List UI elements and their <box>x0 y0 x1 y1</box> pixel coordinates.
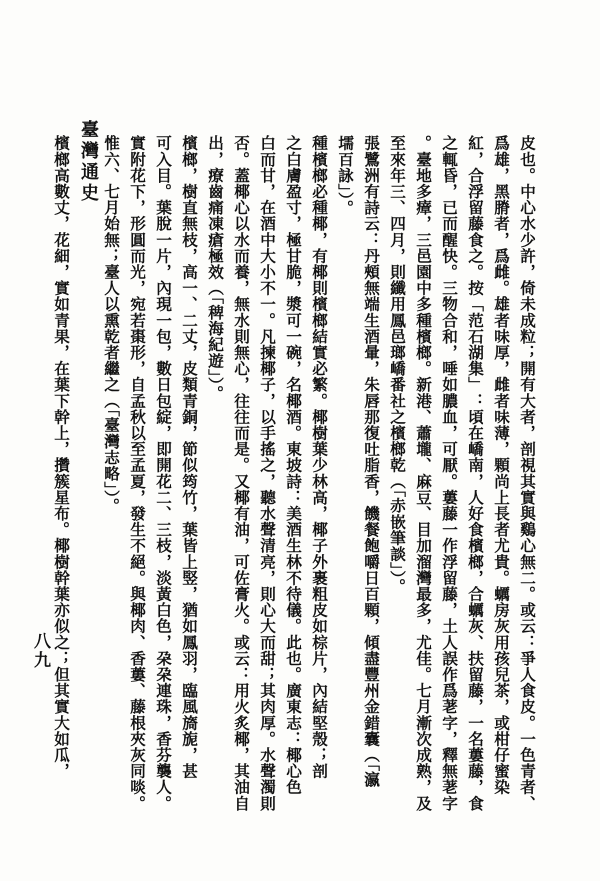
text-column-13: 出，療齒痛凍瘡極效（「稗海紀遊」）。 <box>206 135 225 402</box>
text-column-6: 至來年三、四月，則纖用鳳邑瑯嶠番社之檳榔乾（「赤嵌筆談」）。 <box>388 135 407 595</box>
text-column-3: 紅，合浮留藤食之。按「范石湖集」：頃在嶠南，人好食檳榔，合蠣灰、扶留藤，一名蔞藤，食 <box>466 135 485 812</box>
text-column-5: 。臺地多瘴，三邑園中多種檳榔。新港、蕭壠、麻豆、目加溜灣最多，尤佳。七月漸次成熟，及 <box>414 135 433 812</box>
text-column-1: 皮也。中心水少許，倚未成粒；開有大者，剖視其實與鷄心無二。或云：爭人食皮。一色青者、 <box>518 135 537 812</box>
text-column-12: 否。蓋椰心以水而養，無水則無心，往往而是。又椰有油，可佐膏火。或云：用火炙椰，其油自 <box>232 135 251 812</box>
text-column-14: 檳榔，樹直無枝，高一、二丈，皮類青銅，節似筠竹，葉皆上竪，猶如鳳羽，臨風旖旎，甚 <box>180 135 199 779</box>
text-column-10: 之白膚盈寸，極甘脆，漿可一碗，名椰酒。東坡詩：美酒生林不待儀。此也。廣東志：椰心色 <box>284 135 303 796</box>
text-column-16: 實附花下，形圓而光，宛若棗形，自孟秋以至孟夏，發生不絕。與椰肉、香蔞、藤根夾灰同啖。 <box>128 135 147 812</box>
page-number: 八九 <box>30 632 50 670</box>
text-column-9: 種檳榔必種椰，有椰則檳榔結實必繁。椰樹葉少林高，椰子外裹粗皮如棕片，內結堅殼；剖 <box>310 135 329 779</box>
text-column-4: 之輒昏，已而醒快。三物合和，唾如膿血，可厭。蔞藤一作浮留藤，土人誤作爲荖字，釋無荖字 <box>440 135 459 812</box>
text-column-8: 壖百詠」）。 <box>336 135 355 216</box>
text-column-17: 惟六、七月始無；臺人以熏乾者繼之（「臺灣志略」）。 <box>102 135 121 515</box>
text-column-18: 檳榔高數丈，花細，實如青果，在葉下幹上，攢簇星布。椰樹幹葉亦似之；但其實大如瓜， <box>52 135 71 779</box>
text-column-2: 爲雄，黑膌者，爲雌。雄者味厚，雌者味薄，顆尚上長者尤貴。蠣房灰用孩兒茶，或柑仔蜜染 <box>492 135 511 796</box>
text-column-15: 可入目。葉脫一片，內現一包，數日包綻，即開花二、三枝，淡黃白色，朶朶連珠，香芬襲人。 <box>154 135 173 812</box>
text-column-7: 張鷺洲有詩云：丹頰無端生酒暈，朱唇那復吐脂香，饑餐飽嚼日百顆，傾盡豐州金錯囊（「瀛 <box>362 135 381 788</box>
running-header: 臺灣通史 <box>78 120 99 204</box>
text-column-11: 白而甘，在酒中大小不一。凡揀椰子，以手搖之，聽水聲清亮，則心大而甜；其肉厚。水聲濁則 <box>258 135 277 812</box>
